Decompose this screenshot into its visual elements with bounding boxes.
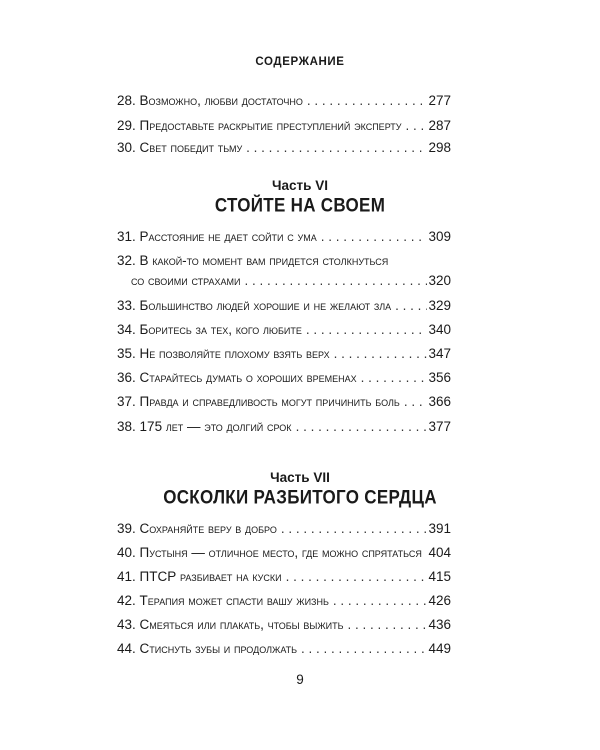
- toc-entry-title: Старайтесь думать о хороших временах: [139, 370, 357, 385]
- dot-leader: [281, 520, 428, 538]
- page-number: 9: [296, 672, 304, 687]
- toc-entry-29: [117, 117, 451, 135]
- toc-entry-page: 277: [428, 93, 451, 108]
- toc-entry-40: [117, 544, 451, 562]
- toc-entry-number: 39.: [117, 521, 136, 536]
- toc-entry-page: 287: [428, 118, 451, 133]
- part-vii-title: ОСКОЛКИ РАЗБИТОГО СЕРДЦА: [163, 486, 437, 509]
- toc-entry-title: Смеяться или плакать, чтобы выжить: [139, 617, 344, 632]
- toc-entry-42: [117, 592, 451, 610]
- toc-entry-31: [117, 228, 451, 246]
- toc-entry-number: 36.: [117, 370, 136, 385]
- toc-entry-page: 347: [428, 346, 451, 361]
- toc-entry-title: Правда и справедливость могут причинить боль: [139, 394, 400, 409]
- dot-leader: [395, 297, 427, 315]
- toc-entry-number: 30.: [117, 140, 136, 155]
- part-vi-label: Часть VI: [272, 178, 328, 193]
- dot-leader: [334, 345, 428, 363]
- toc-entry-number: 38.: [117, 419, 136, 434]
- dot-leader: [301, 640, 427, 658]
- toc-entry-title: Расстояние не дает сойти с ума: [139, 229, 317, 244]
- toc-entry-number: 37.: [117, 394, 136, 409]
- toc-entry-37: [117, 393, 451, 411]
- toc-entry-30: [117, 139, 451, 157]
- toc-entry-title-continued: со своими страхами: [131, 273, 241, 288]
- dot-leader: [286, 568, 428, 586]
- dot-leader: [361, 369, 428, 387]
- toc-entry-41: [117, 568, 451, 586]
- toc-entry-page: 320: [428, 273, 451, 288]
- toc-entry-number: 42.: [117, 593, 136, 608]
- dot-leader: [406, 117, 428, 135]
- toc-entry-title: В какой-то момент вам придется столкнуться: [139, 253, 389, 268]
- dot-leader: [245, 272, 428, 290]
- dot-leader: [296, 418, 428, 436]
- toc-entry-page: 404: [428, 545, 451, 560]
- toc-entry-39: [117, 520, 451, 538]
- toc-entry-page: 356: [428, 370, 451, 385]
- toc-entry-number: 31.: [117, 229, 136, 244]
- toc-entry-page: 366: [428, 394, 451, 409]
- toc-entry-page: 415: [428, 569, 451, 584]
- toc-entry-page: 391: [428, 521, 451, 536]
- dot-leader: [306, 321, 428, 339]
- toc-entry-page: 309: [428, 229, 451, 244]
- toc-entry-number: 44.: [117, 641, 136, 656]
- toc-entry-title: Свет победит тьму: [139, 140, 243, 155]
- toc-entry-38: [117, 418, 451, 436]
- toc-entry-page: 426: [428, 593, 451, 608]
- toc-entry-title: 175 лет — это долгий срок: [139, 419, 292, 434]
- toc-entry-title: Не позволяйте плохому взять верх: [139, 346, 330, 361]
- toc-entry-36: [117, 369, 451, 387]
- toc-entry-title: Предоставьте раскрытие преступлений эксперту: [139, 118, 402, 133]
- dot-leader: [426, 544, 428, 562]
- toc-entry-34: [117, 321, 451, 339]
- toc-entry-32: [117, 272, 451, 290]
- dot-leader: [333, 592, 428, 610]
- toc-entry-page: 329: [428, 298, 451, 313]
- toc-entry-number: 33.: [117, 298, 136, 313]
- toc-entry-title: Возможно, любви достаточно: [139, 93, 303, 108]
- toc-entry-page: 298: [428, 140, 451, 155]
- toc-entry-number: 43.: [117, 617, 136, 632]
- dot-leader: [307, 92, 428, 110]
- toc-entry-35: [117, 345, 451, 363]
- toc-entry-title: Стиснуть зубы и продолжать: [139, 641, 298, 656]
- toc-entry-28: [117, 92, 451, 110]
- dot-leader: [404, 393, 428, 411]
- toc-entry-title: Боритесь за тех, кого любите: [139, 322, 302, 337]
- toc-entry-44: [117, 640, 451, 658]
- toc-entry-43: [117, 616, 451, 634]
- toc-entry-page: 340: [428, 322, 451, 337]
- toc-entry-page: 449: [428, 641, 451, 656]
- toc-entry-title: Терапия может спасти вашу жизнь: [139, 593, 329, 608]
- toc-entry-number: 34.: [117, 322, 136, 337]
- dot-leader: [246, 139, 427, 157]
- toc-entry-number: 35.: [117, 346, 136, 361]
- toc-entry-number: 29.: [117, 118, 136, 133]
- toc-entry-title: Сохраняйте веру в добро: [139, 521, 277, 536]
- part-vii-label: Часть VII: [270, 470, 330, 485]
- dot-leader: [348, 616, 428, 634]
- toc-entry-title: ПТСР разбивает на куски: [139, 569, 282, 584]
- running-head: СОДЕРЖАНИЕ: [255, 56, 345, 68]
- toc-entry-33: [117, 297, 451, 315]
- toc-entry-32-line1: [117, 252, 451, 270]
- toc-entry-number: 40.: [117, 545, 136, 560]
- toc-entry-page: 377: [428, 419, 451, 434]
- part-vi-title: СТОЙТЕ НА СВОЕМ: [214, 194, 386, 217]
- toc-entry-title: Большинство людей хорошие и не желают зла: [139, 298, 392, 313]
- toc-entry-title: Пустыня — отличное место, где можно спрятаться: [139, 545, 422, 560]
- toc-entry-number: 32.: [117, 253, 136, 268]
- toc-entry-number: 41.: [117, 569, 136, 584]
- toc-entry-number: 28.: [117, 93, 136, 108]
- dot-leader: [321, 228, 428, 246]
- toc-entry-page: 436: [428, 617, 451, 632]
